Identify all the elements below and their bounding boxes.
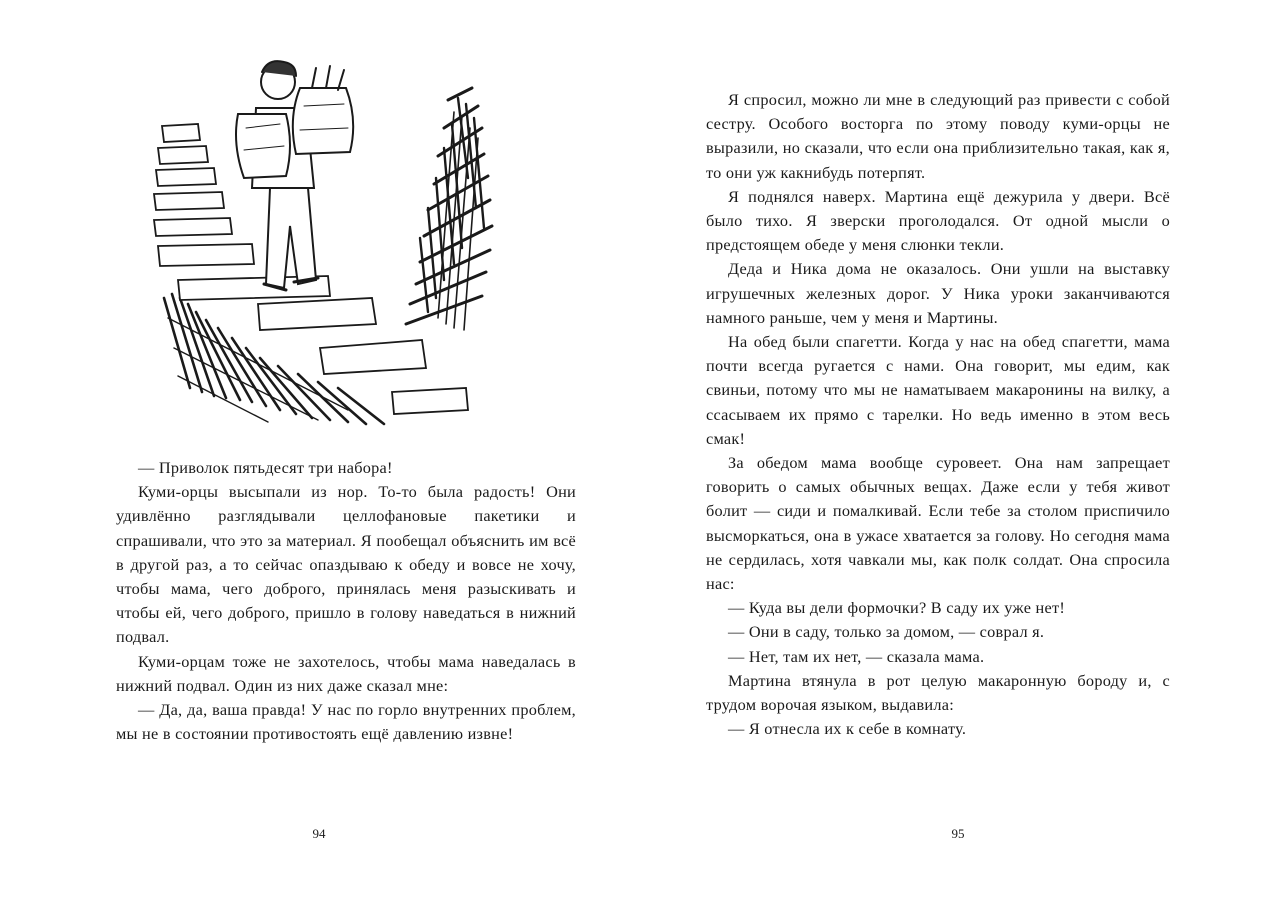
paragraph: — Нет, там их нет, — сказала мама.: [728, 646, 985, 666]
paragraph: Мартина втянула в рот целую макаронную бороду и, с трудом ворочая языком, выдавила:: [706, 670, 1170, 715]
paragraph: Я поднялся наверх. Мартина ещё дежурила у двери. Всё было тихо. Я зверски проголодался. От одной мысли о предстоящем обеде у меня слюнки текли.: [706, 186, 1170, 255]
page-number: 94: [312, 826, 326, 841]
paragraph: За обедом мама вообще суровеет. Она нам запрещает говорить о самых обычных вещах. Даже если у тебя живот болит — сиди и помалкивай. Если тебе за столом приспичило высморкаться, она в ужасе хватается за голову. Но сегодня мама не сердилась, хотя чавкали мы, как полк солдат. Она спросила нас:: [706, 453, 1170, 594]
page-number: 95: [951, 826, 965, 841]
right-page-text: [706, 88, 1170, 741]
staircase-illustration: [148, 58, 498, 436]
paragraph: — Они в саду, только за домом, — соврал я.: [728, 622, 1045, 642]
paragraph: — Я отнесла их к себе в комнату.: [728, 719, 967, 739]
paragraph: — Куда вы дели формочки? В саду их уже нет!: [728, 598, 1065, 618]
right-page: [638, 0, 1277, 900]
paragraph: Куми-орцам тоже не захотелось, чтобы мама наведалась в нижний подвал. Один из них даже сказал мне:: [116, 651, 576, 695]
paragraph: — Приволок пятьдесят три набора!: [138, 458, 393, 477]
paragraph: На обед были спагетти. Когда у нас на обед спагетти, мама почти всегда ругается с нами. Она говорит, мы едим, как свиньи, потому что мы не наматываем макаронины на вилку, а ссасываем их прямо с тарелки. Но ведь именно в этом весь смак!: [706, 332, 1170, 448]
paragraph: Куми-орцы высыпали из нор. То-то была радость! Они удивлённо разглядывали целлофановые пакетики и спрашивали, что это за материал. Я пообещал объяснить им всё в другой раз, а то сейчас опаздываю к обеду и вовсе не хочу, чтобы мама, чего доброго, принялась меня разыскивать и чтобы ей, чего доброго, пришло в голову наведаться в нижний подвал.: [116, 482, 576, 647]
paragraph: Деда и Ника дома не оказалось. Они ушли на выставку игрушечных железных дорог. У Ника уроки заканчиваются намного раньше, чем у меня и Мартины.: [706, 259, 1170, 327]
left-page: [0, 0, 638, 900]
paragraph: Я спросил, можно ли мне в следующий раз привести с собой сестру. Особого восторга по этому поводу куми-орцы не выразили, но сказали, что если она приблизительно такая, как я, то они уж какнибудь потерпят.: [706, 90, 1170, 182]
paragraph: — Да, да, ваша правда! У нас по горло внутренних проблем, мы не в состоянии противостоять ещё давлению извне!: [116, 700, 576, 744]
left-page-text: [116, 456, 576, 746]
